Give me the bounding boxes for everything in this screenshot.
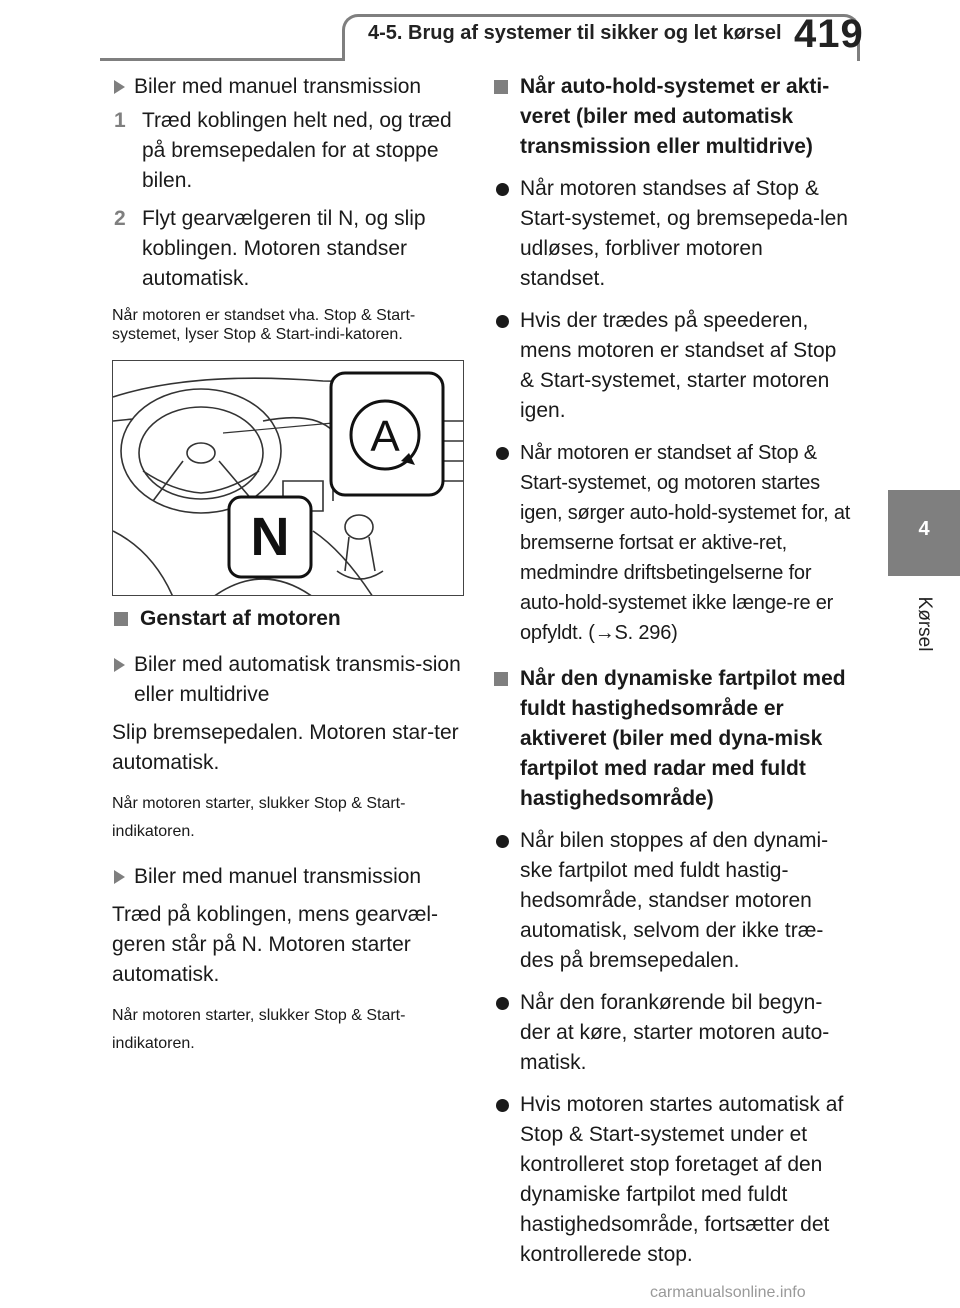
step-number: 1 xyxy=(114,109,126,132)
triangle-bullet-icon xyxy=(114,870,125,884)
triangle-bullet-icon xyxy=(114,80,125,94)
auto-hold-indicator-letter: A xyxy=(370,412,400,461)
auto-hold-heading: Når auto-hold-systemet er akti-veret (biler med automatisk transmission eller multidrive) xyxy=(492,72,852,162)
dashboard-illustration xyxy=(112,360,464,596)
list-item: Hvis der trædes på speederen, mens motoren er standset af Stop & Start-systemet, starter motoren igen. xyxy=(492,306,852,426)
automatic-restart-text: Slip bremsepedalen. Motoren star-ter automatisk. xyxy=(112,721,459,774)
automatic-transmission-heading: Biler med automatisk transmis-sion eller multidrive xyxy=(112,650,464,710)
square-bullet-icon xyxy=(114,612,128,626)
chapter-label: Kørsel xyxy=(914,596,935,652)
manual-transmission-heading-2: Biler med manuel transmission xyxy=(112,862,464,892)
square-bullet-icon xyxy=(494,672,508,686)
list-item: Når motoren standses af Stop & Start-systemet, og bremsepeda-len udløses, forbliver motoren standset. xyxy=(492,174,852,294)
gear-n-letter: N xyxy=(250,507,290,567)
bullet-dot-icon xyxy=(496,315,509,328)
step-text: Flyt gearvælgeren til N, og slip koblingen. Motoren standser automatisk. xyxy=(142,207,426,290)
step-1 xyxy=(112,106,464,196)
chapter-number: 4 xyxy=(918,518,930,540)
step-text: Træd koblingen helt ned, og træd på bremsepedalen for at stoppe bilen. xyxy=(142,109,452,192)
automatic-restart-note: Når motoren starter, slukker Stop & Start-indikatoren. xyxy=(112,795,406,840)
step-2 xyxy=(112,204,464,294)
list-item: Hvis motoren startes automatisk af Stop & Start-systemet under et kontrolleret stop foretaget af den dynamiske fartpilot med fuldt hastighedsområde, fortsætter det kontrollerede stop. xyxy=(492,1090,852,1270)
bullet-dot-icon xyxy=(496,1099,509,1112)
bullet-dot-icon xyxy=(496,447,509,460)
chapter-label-box xyxy=(888,576,960,672)
list-item: Når bilen stoppes af den dynami-ske fartpilot med fuldt hastig-hedsområde, standser motoren automatisk, selvom der ikke træ-des på bremsepedalen. xyxy=(492,826,852,976)
list-item: Når den forankørende bil begyn-der at køre, starter motoren auto-matisk. xyxy=(492,988,852,1078)
left-column xyxy=(112,72,464,1058)
watermark: carmanualsonline.info xyxy=(650,1284,806,1301)
bullet-dot-icon xyxy=(496,997,509,1010)
manual-restart-note: Når motoren starter, slukker Stop & Start-indikatoren. xyxy=(112,1007,406,1052)
note-indicator-on: Når motoren er standset vha. Stop & Start-systemet, lyser Stop & Start-indi-katoren. xyxy=(112,307,416,343)
cruise-control-heading: Når den dynamiske fartpilot med fuldt hastighedsområde er aktiveret (biler med dyna-misk fartpilot med radar med fuldt hastighedsområde) xyxy=(492,664,852,814)
triangle-bullet-icon xyxy=(114,658,125,672)
manual-transmission-heading: Biler med manuel transmission xyxy=(112,72,464,102)
square-bullet-icon xyxy=(494,80,508,94)
section-title: 4-5. Brug af systemer til sikker og let kørsel xyxy=(368,22,782,44)
restart-heading: Genstart af motoren xyxy=(112,604,464,634)
manual-restart-text: Træd på koblingen, mens gearvæl-geren står på N. Motoren starter automatisk. xyxy=(112,903,439,986)
bullet-dot-icon xyxy=(496,183,509,196)
list-item: Når motoren er standset af Stop & Start-systemet, og motoren startes igen, sørger auto-hold-systemet for, at bremserne fortsat er aktive-ret, medmindre driftsbetingelserne for auto-hold-systemet ikke længe-re er opfyldt. (→S. 296) xyxy=(492,438,852,648)
step-number: 2 xyxy=(114,207,126,230)
dashboard-drawing xyxy=(113,361,464,596)
page-number: 419 xyxy=(794,12,864,56)
bullet-dot-icon xyxy=(496,835,509,848)
right-column xyxy=(492,72,852,1270)
